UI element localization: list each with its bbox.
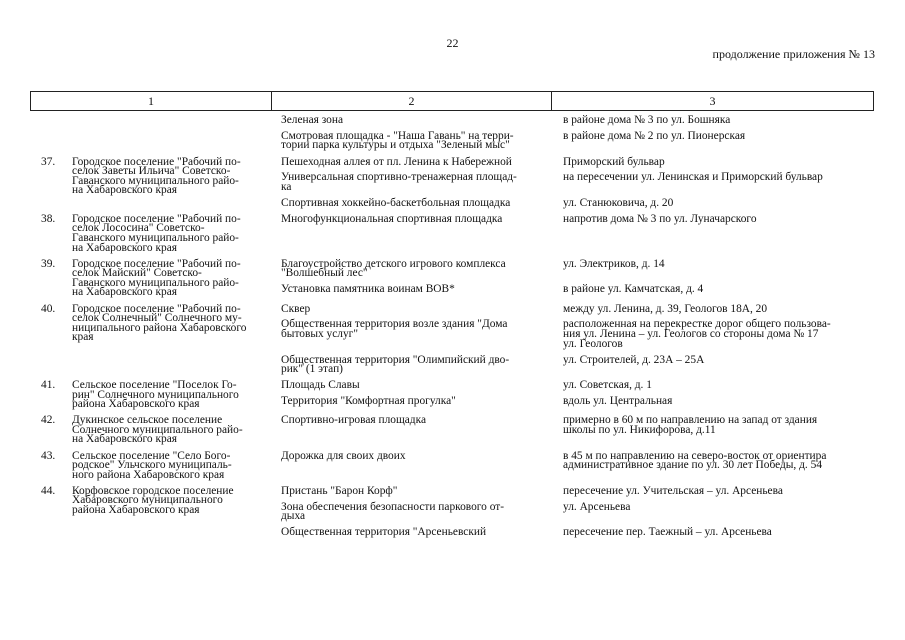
table-row	[0, 212, 905, 254]
text-line: Гаванского муниципального райо-	[72, 276, 239, 289]
object-location	[563, 302, 868, 315]
table-row	[0, 116, 905, 151]
text-line: ул. Строителей, д. 23А – 25А	[563, 353, 705, 366]
column-header-3: 3	[551, 92, 873, 110]
object-location	[563, 285, 868, 295]
text-line: края	[72, 331, 94, 344]
object-name	[281, 500, 549, 523]
text-line: Городское поселение "Рабочий по-	[72, 302, 241, 315]
text-line: бытовых услуг"	[281, 327, 358, 340]
table-row	[0, 381, 905, 410]
text-line: Сквер	[281, 302, 311, 315]
text-line: Благоустройство детского игрового комплекса	[281, 257, 506, 270]
object-location	[563, 129, 868, 142]
text-line: Дукинское сельское поселение	[72, 414, 223, 427]
text-line: ниципального района Хабаровского	[72, 321, 247, 334]
text-line: Территория "Комфортная прогулка"	[281, 394, 456, 407]
text-line: Дорожка для своих двоих	[281, 449, 406, 462]
text-line: ул. Советская, д. 1	[563, 379, 652, 392]
object-location	[563, 484, 868, 497]
text-line: на Хабаровского края	[72, 241, 177, 254]
text-line: школы по ул. Никифорова, д.11	[563, 423, 716, 436]
text-line: Смотровая площадка - "Наша Гавань" на терри-	[281, 129, 514, 142]
page-number: 22	[446, 36, 459, 50]
text-line: административное здание по ул. 30 лет Победы, д. 54	[563, 459, 823, 472]
continuation-note: продолжение приложения № 13	[712, 47, 875, 61]
object-location	[563, 353, 868, 366]
object-name	[281, 528, 549, 538]
table-row	[0, 449, 905, 481]
text-line: Городское поселение "Рабочий по-	[72, 155, 241, 168]
text-line: ул. Геологов	[563, 337, 623, 350]
text-line: Многофункциональная спортивная площадка	[281, 212, 503, 225]
object-name	[281, 320, 549, 339]
text-line: родское" Ульчского муниципаль-	[72, 459, 232, 472]
table-row	[0, 484, 905, 539]
text-line: на Хабаровского края	[72, 433, 177, 446]
text-line: на Хабаровского края	[72, 184, 177, 197]
text-line: ул. Арсеньева	[563, 500, 631, 513]
row-number: 43.	[41, 449, 56, 462]
text-line: примерно в 60 м по направлению на запад от здания	[563, 414, 818, 427]
settlement-name	[72, 381, 266, 410]
object-name	[281, 285, 549, 295]
text-line: Общественная территория "Арсеньевский	[281, 526, 487, 539]
text-line: селок Солнечный" Солнечного му-	[72, 312, 242, 325]
text-line: селок Заветы Ильича" Советско-	[72, 165, 231, 178]
object-name	[281, 484, 549, 497]
text-line: тории парка культуры и отдыха "Зеленый мыс"	[281, 139, 510, 152]
text-line: Зеленая зона	[281, 114, 344, 126]
row-number: 42.	[41, 414, 56, 427]
object-location	[563, 416, 868, 435]
object-location	[563, 320, 868, 349]
text-line: Спортивная хоккейно-баскетбольная площадка	[281, 196, 511, 209]
settlement-name	[72, 212, 266, 254]
object-name	[281, 116, 549, 126]
object-location	[563, 155, 868, 168]
text-line: напротив дома № 3 по ул. Луначарского	[563, 212, 757, 225]
text-line: района Хабаровского края	[72, 398, 200, 411]
settlement-name	[72, 302, 266, 344]
text-line: на пересечении ул. Ленинская и Приморский бульвар	[563, 171, 823, 184]
text-line: в районе ул. Камчатская, д. 4	[563, 283, 704, 296]
text-line: Площадь Славы	[281, 379, 360, 392]
text-line: Общественная территория "Олимпийский дво-	[281, 353, 510, 366]
text-line: "Волшебный лес"	[281, 267, 368, 280]
text-line: ка	[281, 180, 292, 193]
row-number: 40.	[41, 302, 56, 315]
text-line: пересечение пер. Таежный – ул. Арсеньева	[563, 526, 772, 539]
text-line: в районе дома № 3 по ул. Бошняка	[563, 114, 731, 126]
text-line: Зона обеспечения безопасности паркового от-	[281, 500, 505, 513]
settlement-name	[72, 484, 266, 516]
table-row	[0, 416, 905, 445]
text-line: расположенная на перекрестке дорог общего пользова-	[563, 318, 831, 331]
object-location	[563, 212, 868, 225]
text-line: Корфовское городское поселение	[72, 484, 234, 497]
row-number: 44.	[41, 484, 56, 497]
text-line: рик" (1 этап)	[281, 363, 343, 376]
text-line: Хабаровского муниципального	[72, 494, 223, 507]
text-line: рин" Солнечного муниципального	[72, 388, 239, 401]
text-line: Спортивно-игровая площадка	[281, 414, 427, 427]
text-line: района Хабаровского края	[72, 503, 200, 516]
column-header-2: 2	[271, 92, 551, 110]
text-line: Гаванского муниципального райо-	[72, 174, 239, 187]
text-line: Городское поселение "Рабочий по-	[72, 257, 241, 270]
column-header-1: 1	[148, 93, 154, 108]
text-line: Пешеходная аллея от пл. Ленина к Набережной	[281, 155, 512, 168]
text-line: Гаванского муниципального райо-	[72, 232, 239, 245]
row-number: 38.	[41, 212, 56, 225]
text-line: селок Майский" Советско-	[72, 267, 202, 280]
text-line: Установка памятника воинам ВОВ*	[281, 283, 455, 296]
text-line: ул. Станюковича, д. 20	[563, 196, 674, 209]
object-name	[281, 212, 549, 225]
object-name	[281, 129, 549, 152]
text-line: Пристань "Барон Корф"	[281, 484, 398, 497]
text-line: пересечение ул. Учительская – ул. Арсеньева	[563, 484, 783, 497]
settlement-name	[72, 416, 266, 445]
settlement-name	[72, 449, 266, 481]
object-name	[281, 381, 549, 391]
table-row	[0, 155, 905, 209]
object-location	[563, 173, 868, 183]
text-line: Сельское поселение "Поселок Го-	[72, 379, 237, 392]
object-name	[281, 257, 549, 280]
table-row	[0, 302, 905, 376]
object-location	[563, 116, 868, 126]
table-row	[0, 257, 905, 299]
text-line: в районе дома № 2 по ул. Пионерская	[563, 129, 746, 142]
object-name	[281, 155, 549, 168]
object-name	[281, 353, 549, 376]
text-line: дыха	[281, 510, 306, 523]
object-name	[281, 416, 549, 426]
text-line: Общественная территория возле здания "Дома	[281, 318, 508, 331]
text-line: вдоль ул. Центральная	[563, 394, 673, 407]
text-line: ного района Хабаровского края	[72, 468, 225, 481]
object-name	[281, 196, 549, 209]
row-number: 39.	[41, 257, 56, 270]
text-line: селок Лососина" Советско-	[72, 222, 205, 235]
table-header	[30, 91, 874, 111]
settlement-name	[72, 257, 266, 299]
object-name	[281, 449, 549, 462]
row-number: 41.	[41, 379, 56, 392]
object-location	[563, 257, 868, 270]
text-line: между ул. Ленина, д. 39, Геологов 18А, 20	[563, 302, 768, 315]
object-location	[563, 394, 868, 407]
text-line: Солнечного муниципального райо-	[72, 423, 243, 436]
object-location	[563, 528, 868, 538]
text-line: Сельское поселение "Село Бого-	[72, 449, 231, 462]
text-line: на Хабаровского края	[72, 286, 177, 299]
text-line: в 45 м по направлению на северо-восток от ориентира	[563, 449, 827, 462]
text-line: ул. Электриков, д. 14	[563, 257, 665, 270]
object-name	[281, 394, 549, 407]
text-line: Городское поселение "Рабочий по-	[72, 212, 241, 225]
text-line: Универсальная спортивно-тренажерная площад-	[281, 171, 517, 184]
object-name	[281, 173, 549, 192]
object-location	[563, 449, 868, 472]
text-line: ния ул. Ленина – ул. Геологов со стороны дома № 17	[563, 327, 819, 340]
settlement-name	[72, 155, 266, 197]
object-location	[563, 381, 868, 391]
row-number: 37.	[41, 155, 56, 168]
object-location	[563, 500, 868, 513]
object-name	[281, 302, 549, 315]
object-location	[563, 196, 868, 209]
text-line: Приморский бульвар	[563, 155, 665, 168]
